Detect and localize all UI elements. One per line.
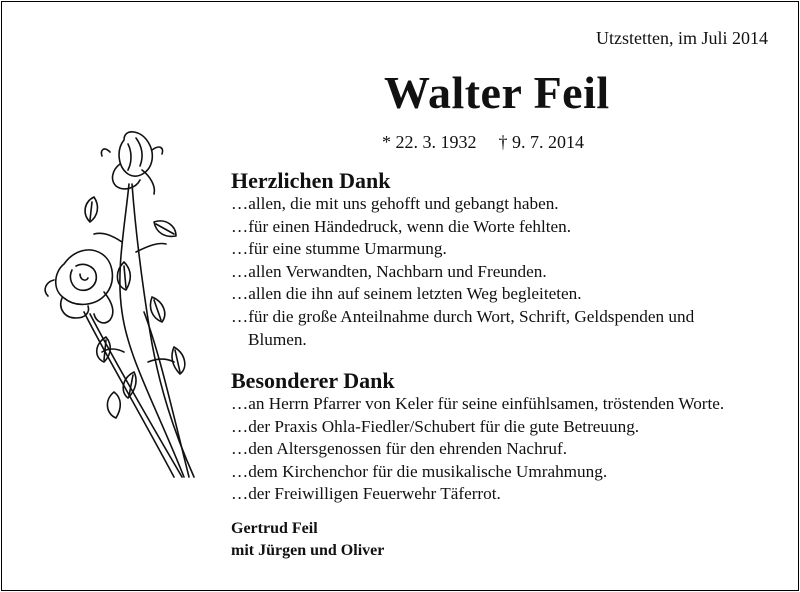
list-item: …der Praxis Ohla-Fiedler/Schubert für die gute Betreuung. (231, 416, 640, 436)
obituary-notice (1, 1, 799, 591)
list-item: …allen die ihn auf seinem letzten Weg begleiteten. (231, 284, 582, 304)
rose-illustration-icon (24, 122, 214, 487)
list-item: …den Altersgenossen für den ehrenden Nachruf. (231, 439, 567, 459)
signature-line-1: Gertrud Feil (231, 520, 318, 537)
section-herzlichen-dank-lines (231, 193, 694, 351)
list-item: …allen Verwandten, Nachbarn und Freunden. (231, 261, 547, 281)
list-item: …für eine stumme Umarmung. (231, 239, 447, 259)
signature (231, 518, 384, 562)
birth-date: * 22. 3. 1932 (382, 132, 477, 152)
place-date: Utzstetten, im Juli 2014 (596, 28, 768, 48)
section-title-besonderer-dank: Besonderer Dank (231, 368, 395, 393)
list-item-continuation: Blumen. (248, 329, 307, 349)
list-item: …für die große Anteilnahme durch Wort, Schrift, Geldspenden und (231, 306, 695, 326)
death-date: † 9. 7. 2014 (498, 132, 584, 152)
deceased-name: Walter Feil (384, 67, 610, 118)
list-item: …allen, die mit uns gehofft und gebangt haben. (231, 194, 559, 213)
signature-line-2: mit Jürgen und Oliver (231, 542, 385, 559)
section-title-herzlichen-dank: Herzlichen Dank (231, 168, 391, 193)
list-item: …an Herrn Pfarrer von Keler für seine einfühlsamen, tröstenden Worte. (231, 394, 725, 413)
section-besonderer-dank-lines (231, 393, 724, 506)
list-item: …dem Kirchenchor für die musikalische Umrahmung. (231, 461, 608, 481)
list-item: …für einen Händedruck, wenn die Worte fehlten. (231, 216, 572, 236)
life-dates (382, 132, 584, 153)
list-item: …der Freiwilligen Feuerwehr Täferrot. (231, 484, 501, 504)
